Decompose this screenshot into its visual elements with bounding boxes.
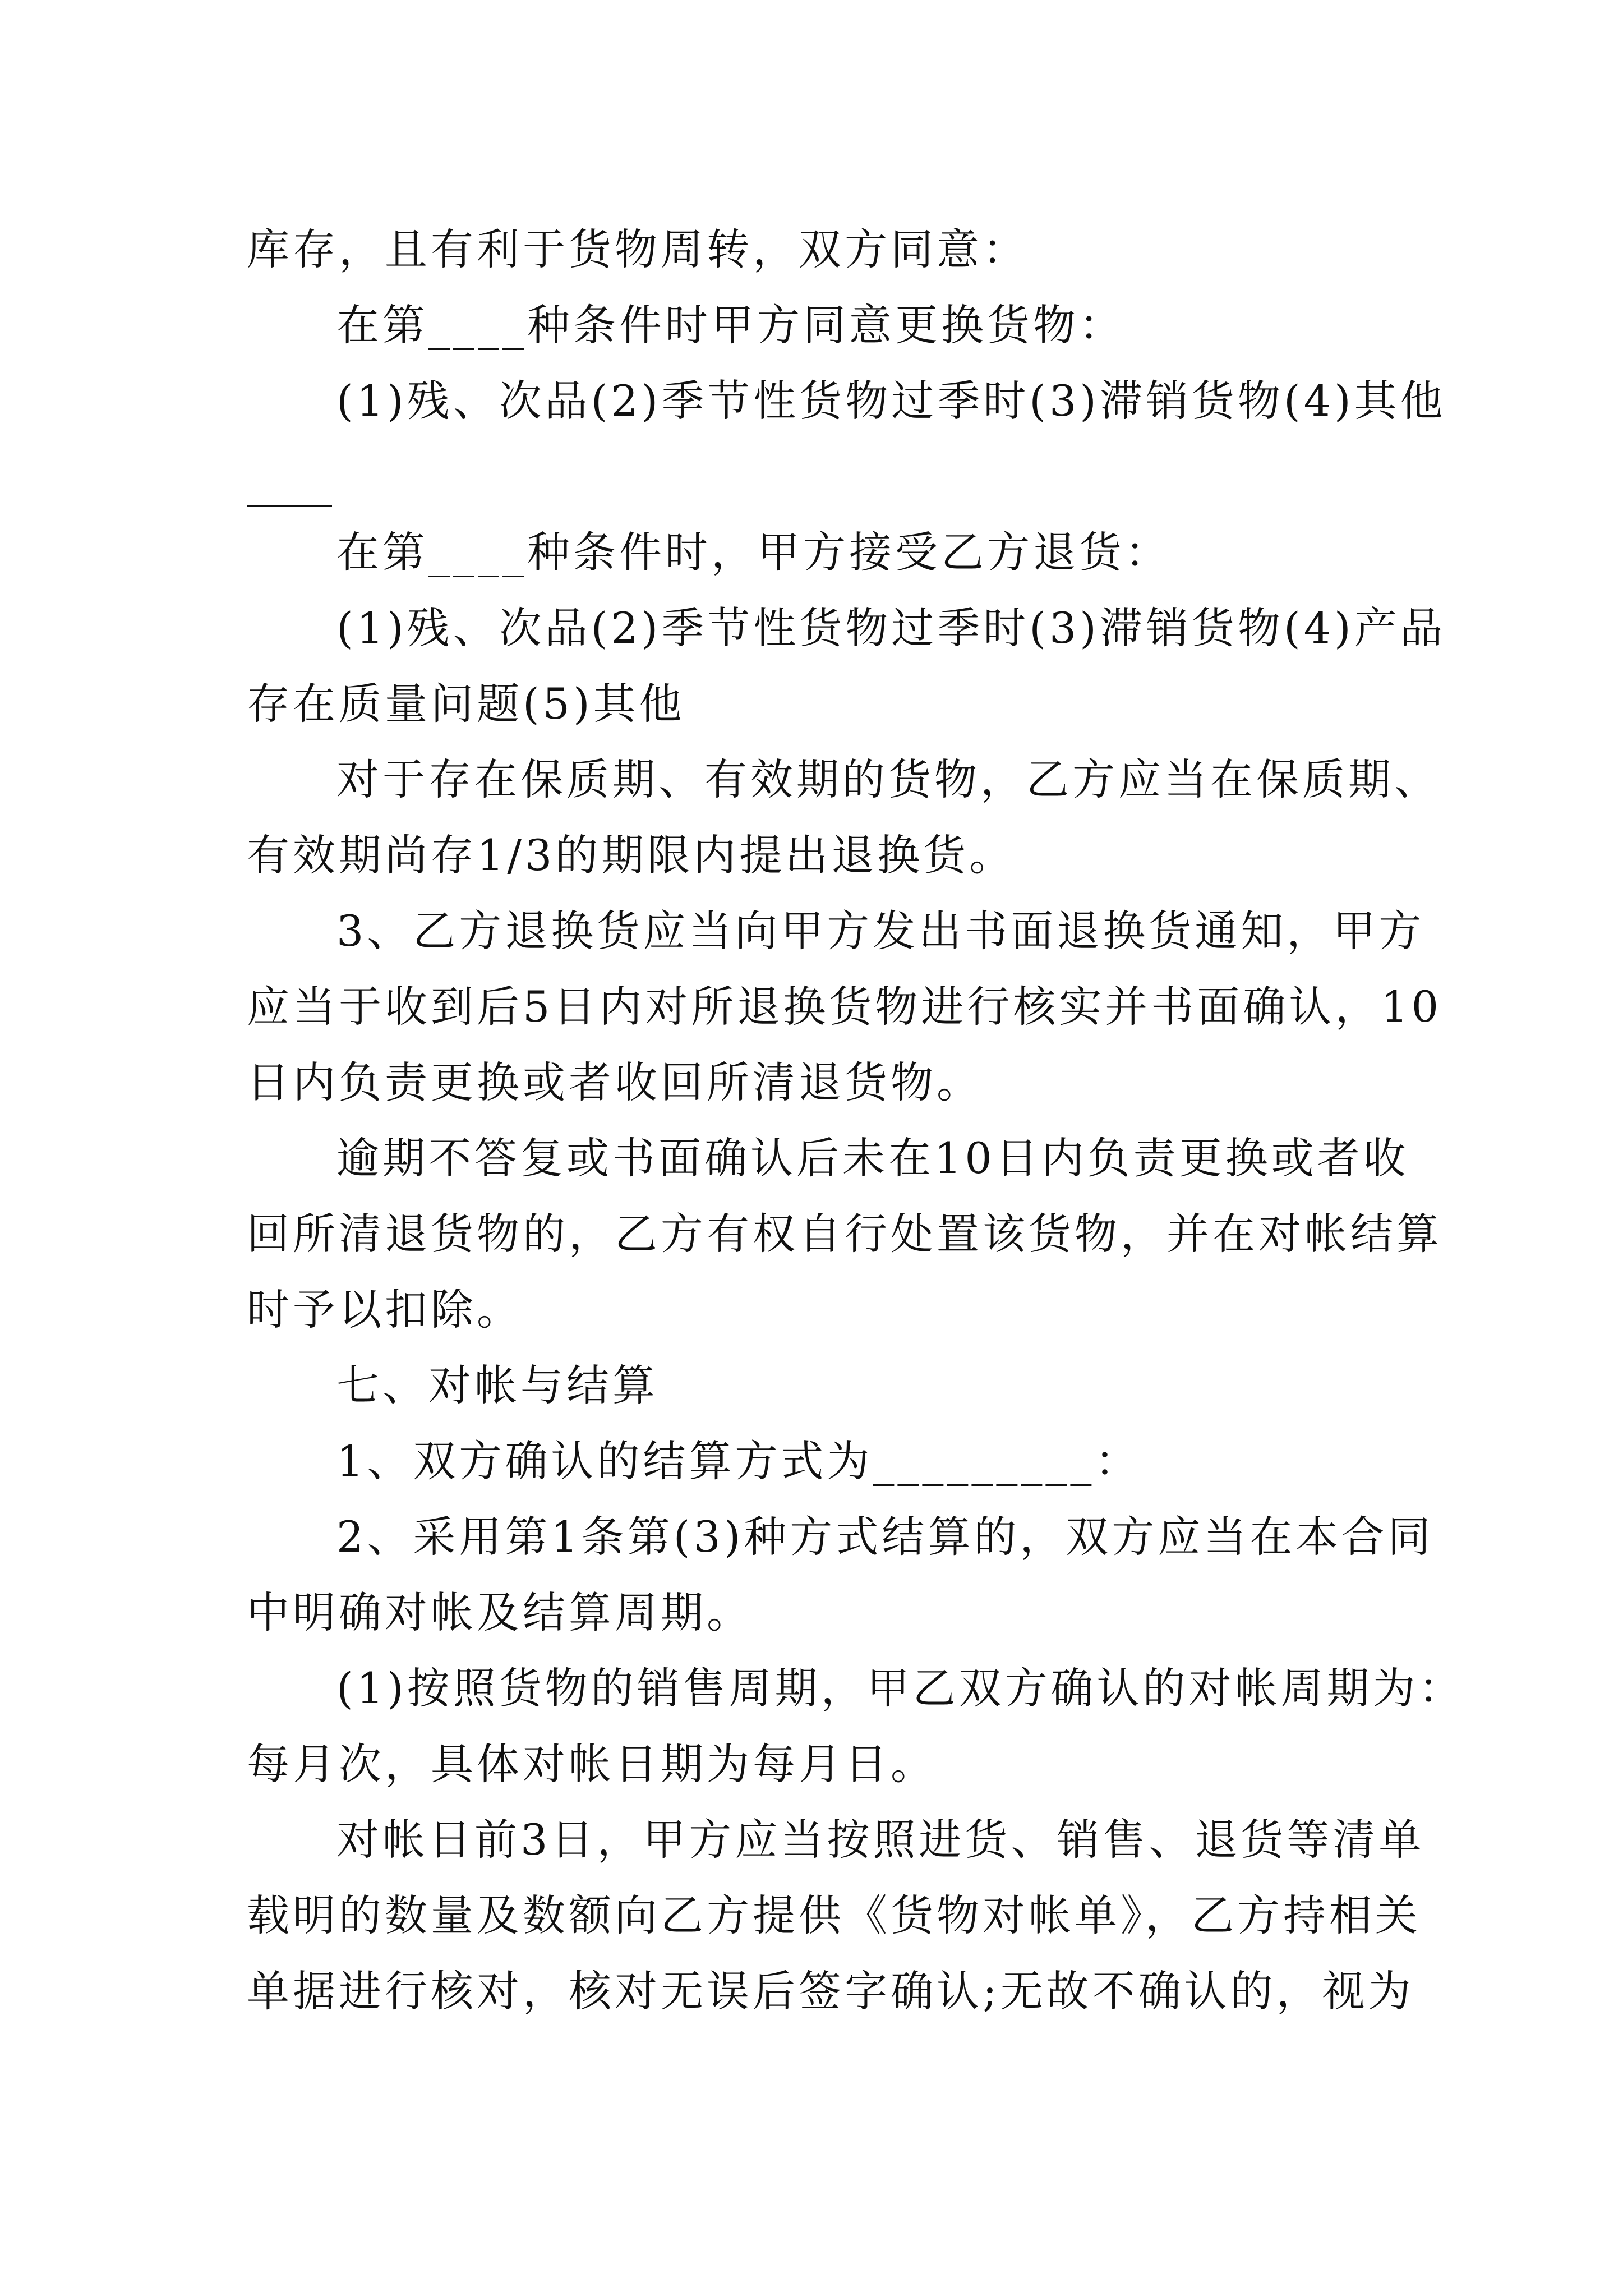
- text-line-10: 3、乙方退换货应当向甲方发出书面退换货通知，甲方: [336, 906, 1425, 956]
- text-line-8: 对于存在保质期、有效期的货物，乙方应当在保质期、: [336, 754, 1440, 804]
- text-line-14: 回所清退货物的，乙方有权自行处置该货物，并在对帐结算: [247, 1209, 1442, 1259]
- text-line-15: 时予以扣除。: [247, 1285, 523, 1335]
- text-line-3: (1)残、次品(2)季节性货物过季时(3)滞销货物(4)其他: [336, 376, 1446, 426]
- text-line-9: 有效期尚存1/3的期限内提出退换货。: [247, 830, 1016, 880]
- text-line-1: 库存，且有利于货物周转，双方同意：: [247, 224, 1029, 274]
- text-line-2: 在第____种条件时甲方同意更换货物：: [336, 300, 1125, 350]
- text-line-5: 在第____种条件时，甲方接受乙方退货：: [336, 527, 1171, 577]
- section-heading: 七、对帐与结算: [336, 1360, 658, 1410]
- text-line-6: (1)残、次品(2)季节性货物过季时(3)滞销货物(4)产品: [336, 603, 1446, 653]
- text-line-20: (1)按照货物的销售周期，甲乙双方确认的对帐周期为：: [336, 1663, 1465, 1713]
- blank-underline-line: ____: [247, 457, 332, 507]
- text-line-12: 日内负责更换或者收回所清退货物。: [247, 1057, 983, 1107]
- text-line-24: 单据进行核对，核对无误后签字确认;无故不确认的，视为: [247, 1966, 1414, 2016]
- text-line-21: 每月次，具体对帐日期为每月日。: [247, 1739, 937, 1789]
- text-line-13: 逾期不答复或书面确认后未在10日内负责更换或者收: [336, 1133, 1409, 1183]
- text-line-7: 存在质量问题(5)其他: [247, 679, 685, 729]
- text-line-18: 2、采用第1条第(3)种方式结算的，双方应当在本合同: [336, 1512, 1434, 1562]
- text-line-19: 中明确对帐及结算周期。: [247, 1588, 753, 1637]
- text-line-23: 载明的数量及数额向乙方提供《货物对帐单》，乙方持相关: [247, 1890, 1421, 1940]
- text-line-11: 应当于收到后5日内对所退换货物进行核实并书面确认，10: [247, 982, 1442, 1032]
- text-line-22: 对帐日前3日，甲方应当按照进货、销售、退货等清单: [336, 1815, 1425, 1865]
- text-line-17: 1、双方确认的结算方式为_________：: [336, 1436, 1141, 1486]
